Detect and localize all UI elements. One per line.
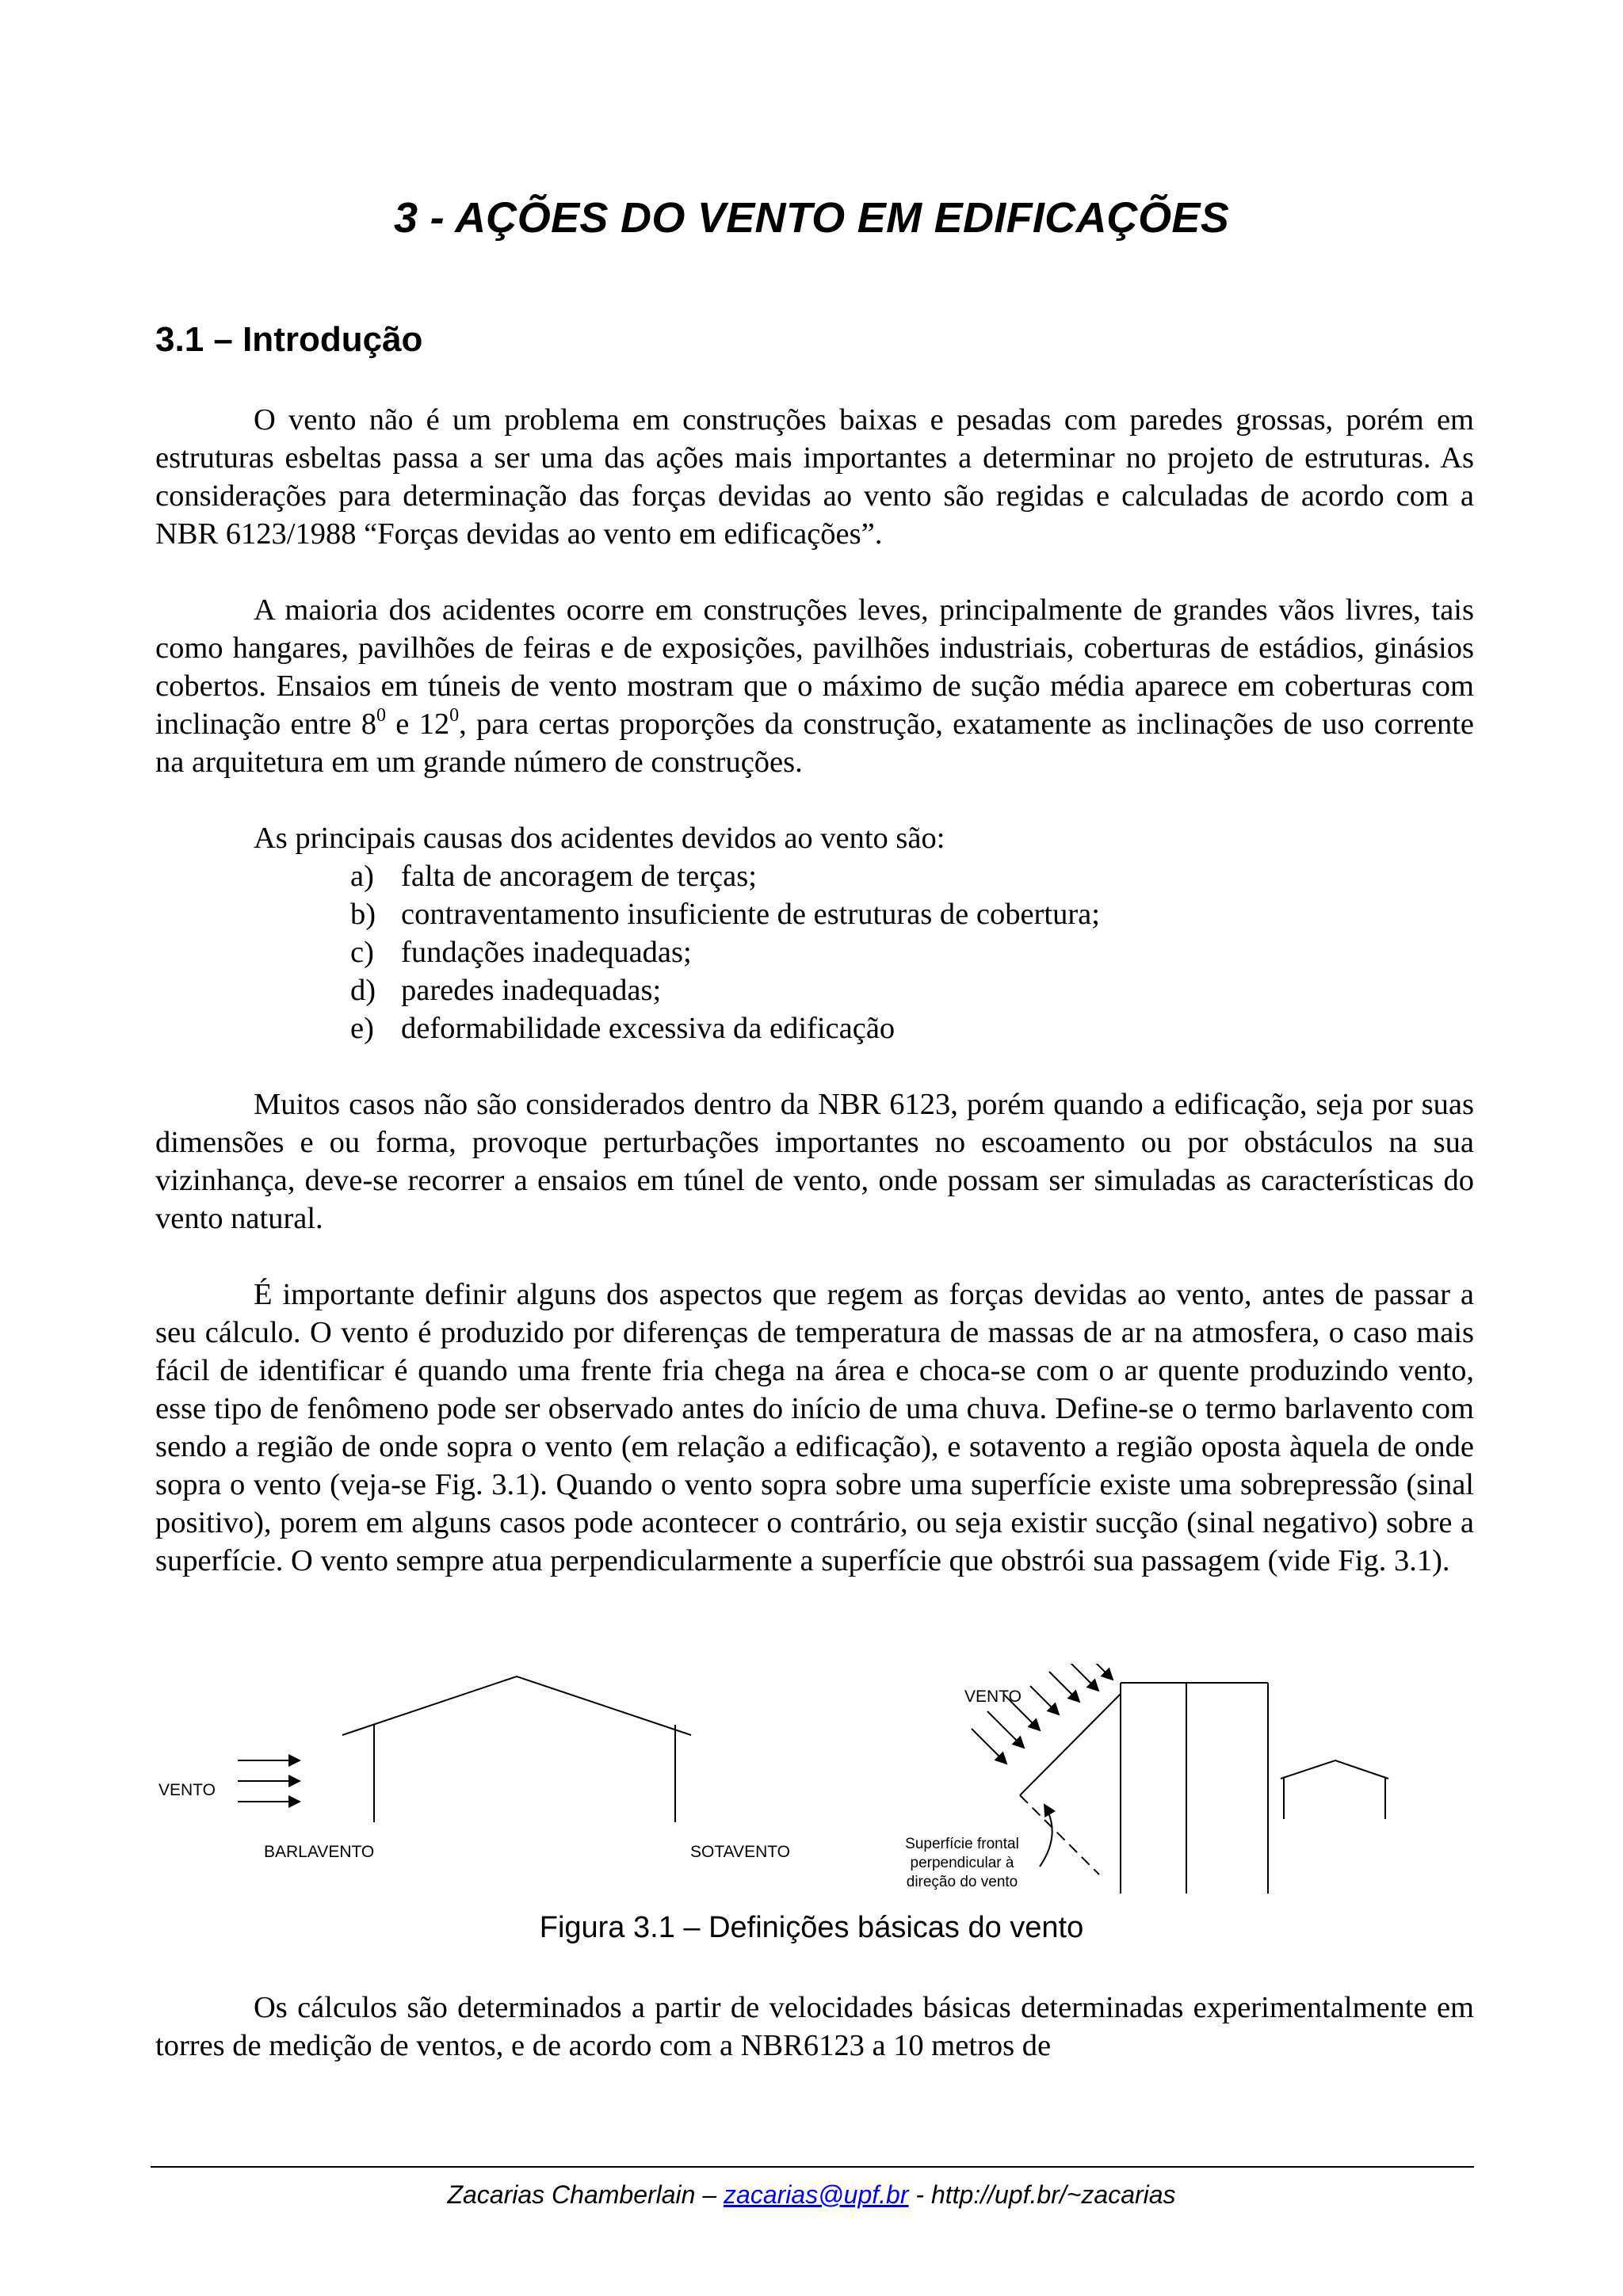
wind-arrow (972, 1729, 1006, 1764)
wind-arrow (1086, 1664, 1113, 1680)
list-intro: As principais causas dos acidentes devidos ao vento são: (254, 822, 945, 855)
wind-arrow (1067, 1664, 1098, 1691)
list-marker: b) (350, 898, 376, 931)
list-marker: c) (350, 936, 374, 969)
label-wind-left: VENTO (158, 1781, 216, 1799)
paragraph-accidents-text-c: , para certas proporções da construção, exatamente as inclinações de uso corrente na arquitetura em um grande número de construções. (155, 707, 1474, 779)
list-marker: e) (350, 1012, 374, 1045)
paragraph-intro: O vento não é um problema em construções baixas e pesadas com paredes grossas, porém em estruturas esbeltas passa a ser uma das ações mais importantes a determinar no projeto de estruturas. As considerações para determinação das forças devidas ao vento são regidas e calculadas de acordo com a NBR 6123/1988 “Forças devidas ao vento em edificações”. (155, 403, 1474, 551)
page-footer (0, 2180, 1623, 2210)
wind-arrow (1049, 1672, 1079, 1702)
list-item (350, 971, 1100, 1009)
note-line: perpendicular à (910, 1855, 1014, 1871)
frontal-surface (1020, 1694, 1121, 1795)
small-building-elevation (1281, 1760, 1388, 1819)
list-item-text: falta de ancoragem de terças; (401, 860, 757, 893)
wind-arrows-left (238, 1760, 300, 1802)
list-item-text: deformabilidade excessiva da edificação (401, 1012, 896, 1045)
list-marker: a) (350, 860, 374, 893)
figure-drawing (0, 1664, 1623, 1901)
paragraph-special-cases: Muitos casos não são considerados dentro da NBR 6123, porém quando a edificação, seja por suas dimensões e ou forma, provoque perturbações importantes no escoamento ou por obstáculos na sua vizinhança, deve-se recorrer a ensaios em túnel de vento, onde possam ser simuladas as características do vento natural. (155, 1088, 1474, 1235)
paragraph-accidents-text-a: A maioria dos acidentes ocorre em construções leves, principalmente de grandes vãos livres, tais como hangares, pavilhões de feiras e de exposições, pavilhões industriais, coberturas de estádios, ginásios cobertos. Ensaios em túneis de vento mostram que o máximo de sução média aparece em coberturas com inclinação entre 8 (155, 593, 1474, 741)
label-wind-right: VENTO (964, 1688, 1022, 1706)
label-leeward: SOTAVENTO (690, 1843, 791, 1861)
list-marker: d) (350, 974, 376, 1007)
superscript-degree: 0 (376, 705, 386, 726)
note-line: direção do vento (906, 1874, 1018, 1890)
paragraph-calculations: Os cálculos são determinados a partir de velocidades básicas determinadas experimentalmente em torres de medição de ventos, e de acordo com a NBR6123 a 10 metros de (155, 1991, 1474, 2062)
section-title: 3.1 – Introdução (155, 320, 423, 359)
list-item-text: paredes inadequadas; (401, 974, 662, 1007)
footer-divider (151, 2166, 1474, 2168)
list-item (350, 857, 1100, 895)
label-windward: BARLAVENTO (264, 1843, 375, 1861)
figure-caption: Figura 3.1 – Definições básicas do vento (539, 1911, 1084, 1944)
gable-roof (342, 1676, 691, 1735)
frontal-surface-note (891, 1835, 1033, 1892)
figure-wind-definitions (0, 1664, 1623, 1901)
footer-separator: - (908, 2180, 931, 2209)
building-elevation (342, 1676, 691, 1822)
paragraph-wind-definitions: É importante definir alguns dos aspectos que regem as forças devidas ao vento, antes de passar a seu cálculo. O vento é produzido por diferenças de temperatura de massas de ar na atmosfera, o caso mais fácil de identificar é quando uma frente fria chega na área e choca-se com o ar quente produzindo vento, esse tipo de fenômeno pode ser observado antes do início de uma chuva. Define-se o termo barlavento com sendo a região de onde sopra o vento (em relação a edificação), e sotavento a região oposta àquela de onde sopra o vento (veja-se Fig. 3.1). Quando o vento sopra sobre uma superfície existe uma sobrepressão (sinal positivo), porem em alguns casos pode acontecer o contrário, ou seja existir sucção (sinal negativo) sobre a superfície. O vento sempre atua perpendicularmente a superfície que obstrói sua passagem (vide Fig. 3.1). (155, 1278, 1474, 1577)
note-pointer (1040, 1805, 1052, 1867)
list-item (350, 895, 1100, 933)
paragraph-accidents (155, 591, 1474, 781)
note-line: Superfície frontal (905, 1836, 1019, 1852)
wind-arrow (987, 1711, 1024, 1748)
causes-list (350, 857, 1100, 1047)
list-item (350, 933, 1100, 971)
footer-url: http://upf.br/~zacarias (930, 2180, 1176, 2209)
wind-arrow (1030, 1686, 1059, 1714)
list-item-text: contraventamento insuficiente de estruturas de cobertura; (401, 898, 1100, 931)
paragraph-accidents-text-b: e 12 (385, 707, 450, 741)
footer-author: Zacarias Chamberlain – (447, 2180, 724, 2209)
superscript-degree: 0 (449, 705, 460, 726)
email-link[interactable]: zacarias@upf.br (724, 2180, 909, 2209)
building-plan (1020, 1683, 1268, 1894)
chapter-title: 3 - AÇÕES DO VENTO EM EDIFICAÇÕES (393, 194, 1230, 242)
list-item-text: fundações inadequadas; (401, 936, 692, 969)
list-item (350, 1009, 1100, 1047)
